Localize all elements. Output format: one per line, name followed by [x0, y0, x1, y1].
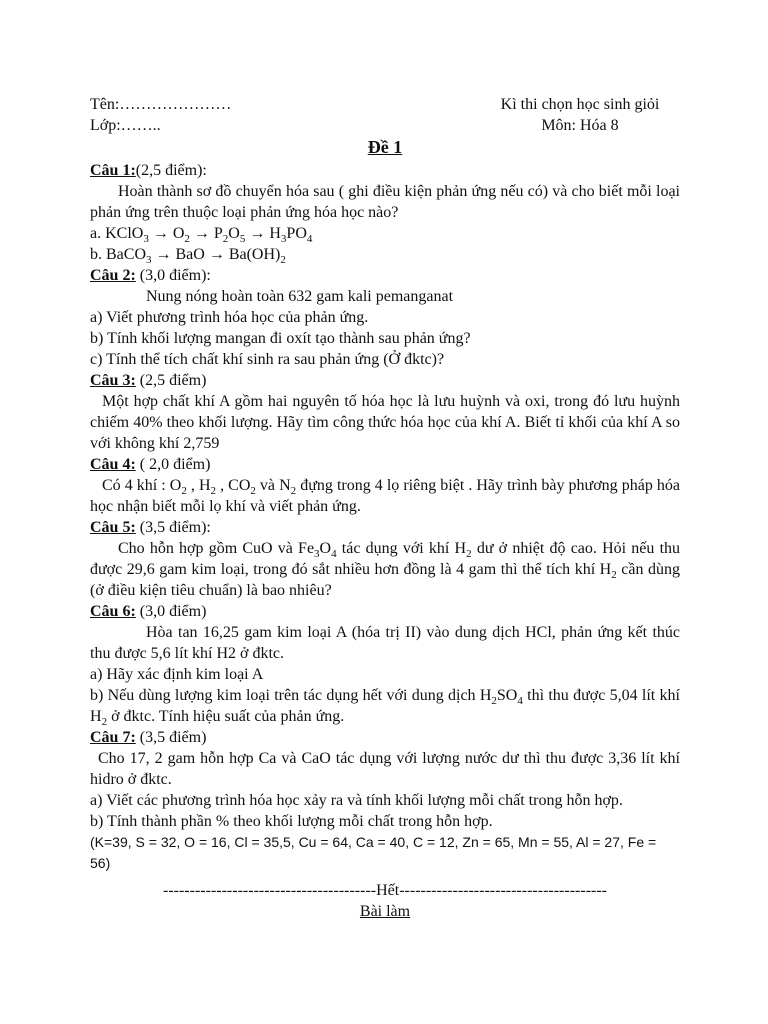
- exam-number-title: Đề 1: [367, 137, 403, 157]
- question-5-heading: [90, 517, 680, 538]
- question-4-heading: [90, 454, 680, 475]
- question-7-points: (3,5 điểm): [135, 729, 207, 746]
- question-4-text: Có 4 khí : $O_2$ , $H_2$ , $CO_2$ và $N_2$ đựng trong 4 lọ riêng biệt . Hãy trình bày phương pháp hóa học nhận biết mỗi lọ khí và viết phản ứng.: [90, 477, 680, 515]
- question-1-points: (2,5 điểm):: [135, 162, 207, 179]
- question-7-part-b: b) Tính thành phần % theo khối lượng mỗi chất trong hỗn hợp.: [90, 813, 493, 830]
- exam-page: [90, 94, 680, 922]
- end-line: ----------------------------------------Hết---------------------------------------: [162, 882, 608, 899]
- question-7-part-a: a) Viết các phương trình hóa học xảy ra và tính khối lượng mỗi chất trong hỗn hợp.: [90, 792, 623, 809]
- question-3-points: (2,5 điểm): [135, 372, 207, 389]
- question-2-label: Câu 2:: [90, 267, 136, 284]
- question-4-label: Câu 4:: [90, 456, 136, 473]
- question-6-part-b: b) Nếu dùng lượng kim loại trên tác dụng hết với dung dịch $H_2SO_4$ thì thu được 5,04 lít khí $H_2$ ở đktc. Tính hiệu suất của phản ứng.: [90, 687, 680, 729]
- question-5-label: Câu 5:: [90, 519, 136, 536]
- question-6-label: Câu 6:: [90, 603, 136, 620]
- question-2-part-b: b) Tính khối lượng mangan đi oxít tạo thành sau phản ứng?: [90, 330, 471, 347]
- atomic-masses-note: (K=39, S = 32, O = 16, Cl = 35,5, Cu = 64, Ca = 40, C = 12, Zn = 65, Mn = 55, Al = 27, Fe = 56): [90, 834, 657, 871]
- question-5-points: (3,5 điểm):: [135, 519, 211, 536]
- question-6-text: Hòa tan 16,25 gam kim loại A (hóa trị II) vào dung dịch HCl, phản ứng kết thúc thu được 5,6 lít khí H2 ở đktc.: [90, 624, 680, 662]
- question-4-points: ( 2,0 điểm): [135, 456, 211, 473]
- question-1-heading: [90, 160, 680, 181]
- question-6-part-a: a) Hãy xác định kim loại A: [90, 666, 264, 683]
- question-3-text: Một hợp chất khí A gồm hai nguyên tố hóa học là lưu huỳnh và oxi, trong đó lưu huỳnh chiếm 40% theo khối lượng. Hãy tìm công thức hóa học của khí A. Biết tỉ khối của khí A so với không khí 2,759: [90, 393, 680, 452]
- question-3-label: Câu 3:: [90, 372, 136, 389]
- question-2-heading: [90, 265, 680, 286]
- question-1-text: Hoàn thành sơ đồ chuyển hóa sau ( ghi điều kiện phản ứng nếu có) và cho biết mỗi loại phản ứng trên thuộc loại phản ứng hóa học nào?: [90, 183, 680, 221]
- subject: Môn: Hóa 8: [541, 117, 619, 134]
- question-2-part-c: c) Tính thể tích chất khí sinh ra sau phản ứng (Ở đktc)?: [90, 351, 445, 368]
- question-2-part-a: a) Viết phương trình hóa học của phản ứng.: [90, 309, 369, 326]
- question-2-text: Nung nóng hoàn toàn 632 gam kali pemanganat: [146, 288, 454, 305]
- question-7-label: Câu 7:: [90, 729, 136, 746]
- question-1-part-b: b. BaCO$_3$ → BaO → $Ba(OH)_2$: [90, 246, 286, 267]
- question-7-heading: [90, 727, 680, 748]
- question-5-text: Cho hỗn hợp gồm CuO và $Fe_3O_4$ tác dụng với khí $H_2$ dư ở nhiệt độ cao. Hỏi nếu thu được 29,6 gam kim loại, trong đó sắt nhiều hơn đồng là 4 gam thì thể tích khí $H_2$ cần dùng (ở điều kiện tiêu chuẩn) là bao nhiêu?: [90, 540, 681, 599]
- question-1-label: Câu 1:: [90, 162, 136, 179]
- question-2-points: (3,0 điểm):: [135, 267, 211, 284]
- answer-heading: [90, 901, 680, 922]
- question-7-text: Cho 17, 2 gam hỗn hợp Ca và CaO tác dụng với lượng nước dư thì thu được 3,36 lít khí hidro ở đktc.: [90, 750, 680, 788]
- header-row-1: [90, 94, 680, 115]
- class-label: Lớp:……..: [90, 117, 161, 134]
- question-3-heading: [90, 370, 680, 391]
- question-6-heading: [90, 601, 680, 622]
- answer-label: Bài làm: [359, 903, 411, 920]
- name-label: Tên:…………………: [90, 96, 232, 113]
- question-1-part-a: a. KClO$_3$ → $O_2 \to P_2O_5 \to H_3PO_4$: [90, 225, 313, 246]
- header-row-2: [90, 115, 680, 136]
- question-6-points: (3,0 điểm): [135, 603, 207, 620]
- exam-title: Kì thi chọn học sinh giỏi: [500, 96, 660, 113]
